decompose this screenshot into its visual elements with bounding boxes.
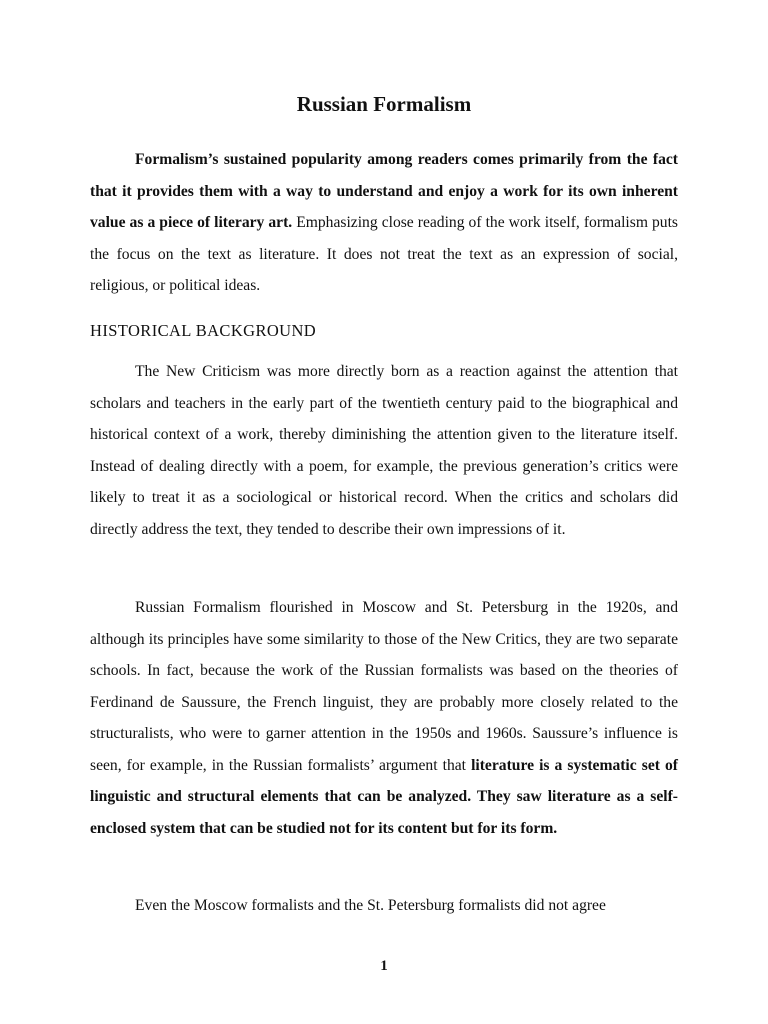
intro-paragraph [90,144,678,302]
intro-normal-text: Emphasizing close reading of the work itself, formalism puts the focus on the text as literature. It does not treat the text as an expression of social, religious, or political ideas. [90,214,678,294]
document-page [90,0,678,1024]
document-title: Russian Formalism [296,92,472,116]
formalism-bold-text: literature is a systematic set of linguistic and structural elements that can be analyzed. They saw literature as a self-enclosed system that can be studied not for its content but for its form. [90,756,678,837]
russian-formalism-paragraph [90,592,678,844]
moscow-petersburg-paragraph: Even the Moscow formalists and the St. Petersburg formalists did not agree [135,897,606,914]
intro-bold-text: Formalism’s sustained popularity among readers comes primarily from the fact that it provides them with a way to understand and enjoy a work for its own inherent value as a piece of literary art. [90,151,678,231]
formalism-normal-text: Russian Formalism flourished in Moscow and St. Petersburg in the 1920s, and although its principles have some similarity to those of the New Critics, they are two separate schools. In fact, because the work of the Russian formalists was based on the theories of Ferdinand de Saussure, the French linguist, they are probably more closely related to the structuralists, who were to garner attention in the 1950s and 1960s. Saussure’s influence is seen, for example, in the Russian formalists’ argument that [90,599,678,774]
new-criticism-paragraph: The New Criticism was more directly born as a reaction against the attention that scholars and teachers in the early part of the twentieth century paid to the biographical and historical context of a work, thereby diminishing the attention given to the literature itself. Instead of dealing directly with a poem, for example, the previous generation’s critics were likely to treat it as a sociological or historical record. When the critics and scholars did directly address the text, they tended to describe their own impressions of it. [90,363,678,538]
section-heading: HISTORICAL BACKGROUND [90,321,317,340]
page-number: 1 [380,958,388,974]
